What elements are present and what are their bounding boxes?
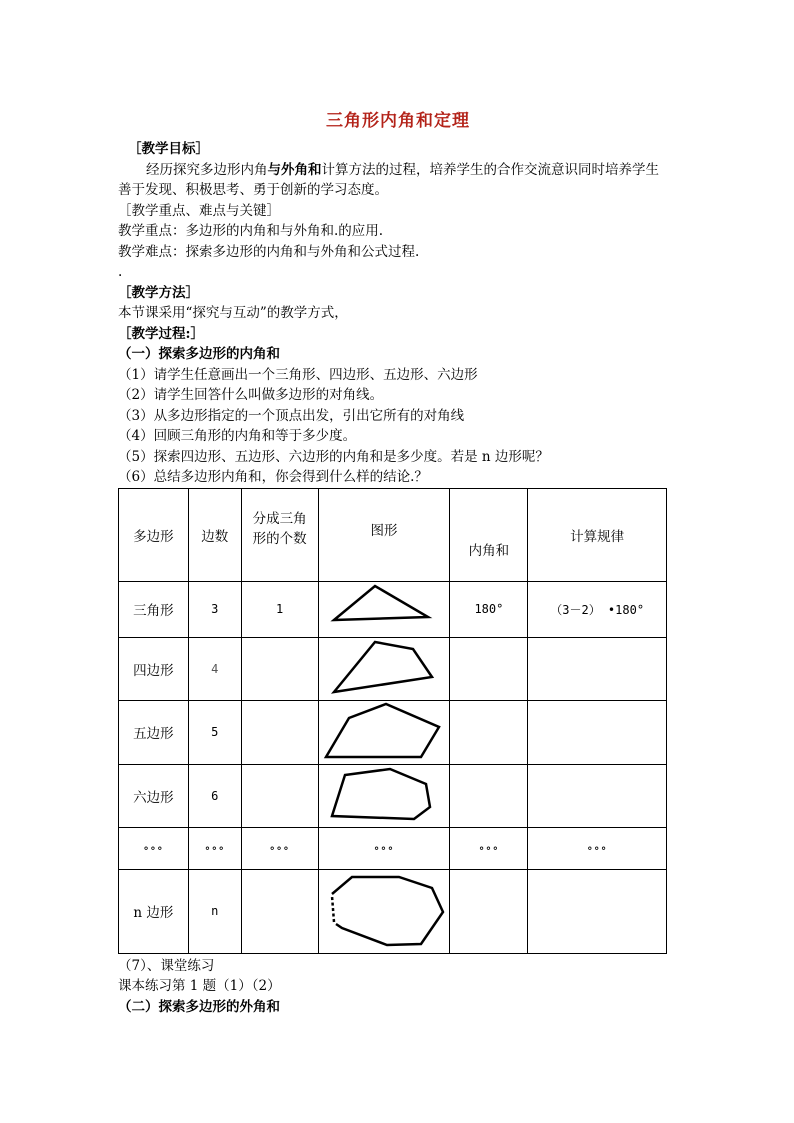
method-text: 本节课采用“探究与互动”的教学方式， <box>118 305 348 321</box>
header-angle-sum: 内角和 <box>450 488 528 581</box>
goal-text-1: 经历探究多边形内角 <box>146 161 268 178</box>
practice-text: 课本练习第 1 题（1）（2） <box>118 978 281 994</box>
row-shape <box>318 581 450 637</box>
row-sides: 4 <box>188 637 241 700</box>
goal-heading: ［教学目标］ <box>128 141 209 157</box>
row-name: 五边形 <box>119 700 189 764</box>
row-name: 四边形 <box>119 637 189 700</box>
triangle-shape <box>324 584 444 634</box>
header-triangles-line1: 分成三角 <box>252 510 307 527</box>
step-6: （6）总结多边形内角和，你会得到什么样的结论.？ <box>118 469 428 485</box>
header-polygon: 多边形 <box>119 488 189 581</box>
row-triangles <box>241 637 318 700</box>
row-rule: （3－2） •180° <box>528 581 667 637</box>
goal-text-3: 善于发现、积极思考、勇于创新的学习态度。 <box>118 182 388 198</box>
row-angle-sum: 180° <box>450 581 528 637</box>
table-row <box>119 869 667 953</box>
row-rule <box>528 764 667 827</box>
section2-heading: （二）探索多边形的外角和 <box>118 998 280 1015</box>
step-4: （4）回顾三角形的内角和等于多少度。 <box>118 428 357 444</box>
row-rule <box>528 637 667 700</box>
dot-line: . <box>118 264 123 280</box>
row-name: 六边形 <box>119 764 189 827</box>
header-sides: 边数 <box>188 488 241 581</box>
header-triangles-line2: 形的个数 <box>252 530 307 547</box>
document-page <box>118 100 678 1017</box>
row-triangles: 1 <box>241 581 318 637</box>
row-rule <box>528 700 667 764</box>
ellipsis-cell: ∘∘∘ <box>119 827 189 869</box>
goal-text-2: 计算方法的过程，培养学生的合作交流意识同时培养学生 <box>321 161 659 178</box>
key-point: 教学重点：多边形的内角和与外角和.的应用. <box>118 223 384 239</box>
row-shape <box>318 869 450 953</box>
table-row <box>119 581 667 637</box>
row-sides: 6 <box>188 764 241 827</box>
step-3: （3）从多边形指定的一个顶点出发，引出它所有的对角线 <box>118 407 465 424</box>
goal-paragraph <box>118 160 674 181</box>
row-angle-sum <box>450 637 528 700</box>
row-triangles <box>241 700 318 764</box>
ellipsis-cell: ∘∘∘ <box>318 827 450 869</box>
row-angle-sum <box>450 764 528 827</box>
row-shape <box>318 764 450 827</box>
row-sides: 3 <box>188 581 241 637</box>
table-row <box>119 764 667 827</box>
ellipsis-cell: ∘∘∘ <box>528 827 667 869</box>
section1-heading: （一）探索多边形的内角和 <box>118 346 280 362</box>
process-heading: ［教学过程:］ <box>118 325 204 342</box>
pentagon-shape <box>322 702 446 762</box>
row-shape <box>318 700 450 764</box>
row-name: n 边形 <box>119 869 189 953</box>
row-name: 三角形 <box>119 581 189 637</box>
hexagon-shape <box>322 767 446 825</box>
goal-text-bold: 与外角和 <box>267 161 322 178</box>
document-title: 三角形内角和定理 <box>326 111 470 131</box>
row-sides: n <box>188 869 241 953</box>
ellipsis-cell: ∘∘∘ <box>188 827 241 869</box>
table-header-row <box>119 488 667 581</box>
step-2: （2）请学生回答什么叫做多边形的对角线。 <box>118 387 384 403</box>
row-triangles <box>241 869 318 953</box>
method-heading: ［教学方法］ <box>118 284 199 301</box>
n-gon-shape <box>322 874 446 948</box>
row-sides: 5 <box>188 700 241 764</box>
ellipsis-cell: ∘∘∘ <box>241 827 318 869</box>
row-angle-sum <box>450 700 528 764</box>
table-row-ellipsis <box>119 827 667 869</box>
header-shape: 图形 <box>318 488 450 581</box>
practice-heading: （7）、课堂练习 <box>118 957 215 974</box>
row-shape <box>318 637 450 700</box>
step-5: （5）探索四边形、五边形、六边形的内角和是多少度。若是 n 边形呢？ <box>118 448 549 465</box>
row-triangles <box>241 764 318 827</box>
row-angle-sum <box>450 869 528 953</box>
header-rule: 计算规律 <box>528 488 667 581</box>
polygon-table <box>118 488 667 954</box>
difficulty: 教学难点：探索多边形的内角和与外角和公式过程. <box>118 243 420 260</box>
key-heading: ［教学重点、难点与关键］ <box>118 202 280 219</box>
ellipsis-cell: ∘∘∘ <box>450 827 528 869</box>
table-row <box>119 637 667 700</box>
table-row <box>119 700 667 764</box>
step-1: （1）请学生任意画出一个三角形、四边形、五边形、六边形 <box>118 366 478 383</box>
quadrilateral-shape <box>324 639 444 699</box>
header-triangles <box>241 488 318 581</box>
row-rule <box>528 869 667 953</box>
